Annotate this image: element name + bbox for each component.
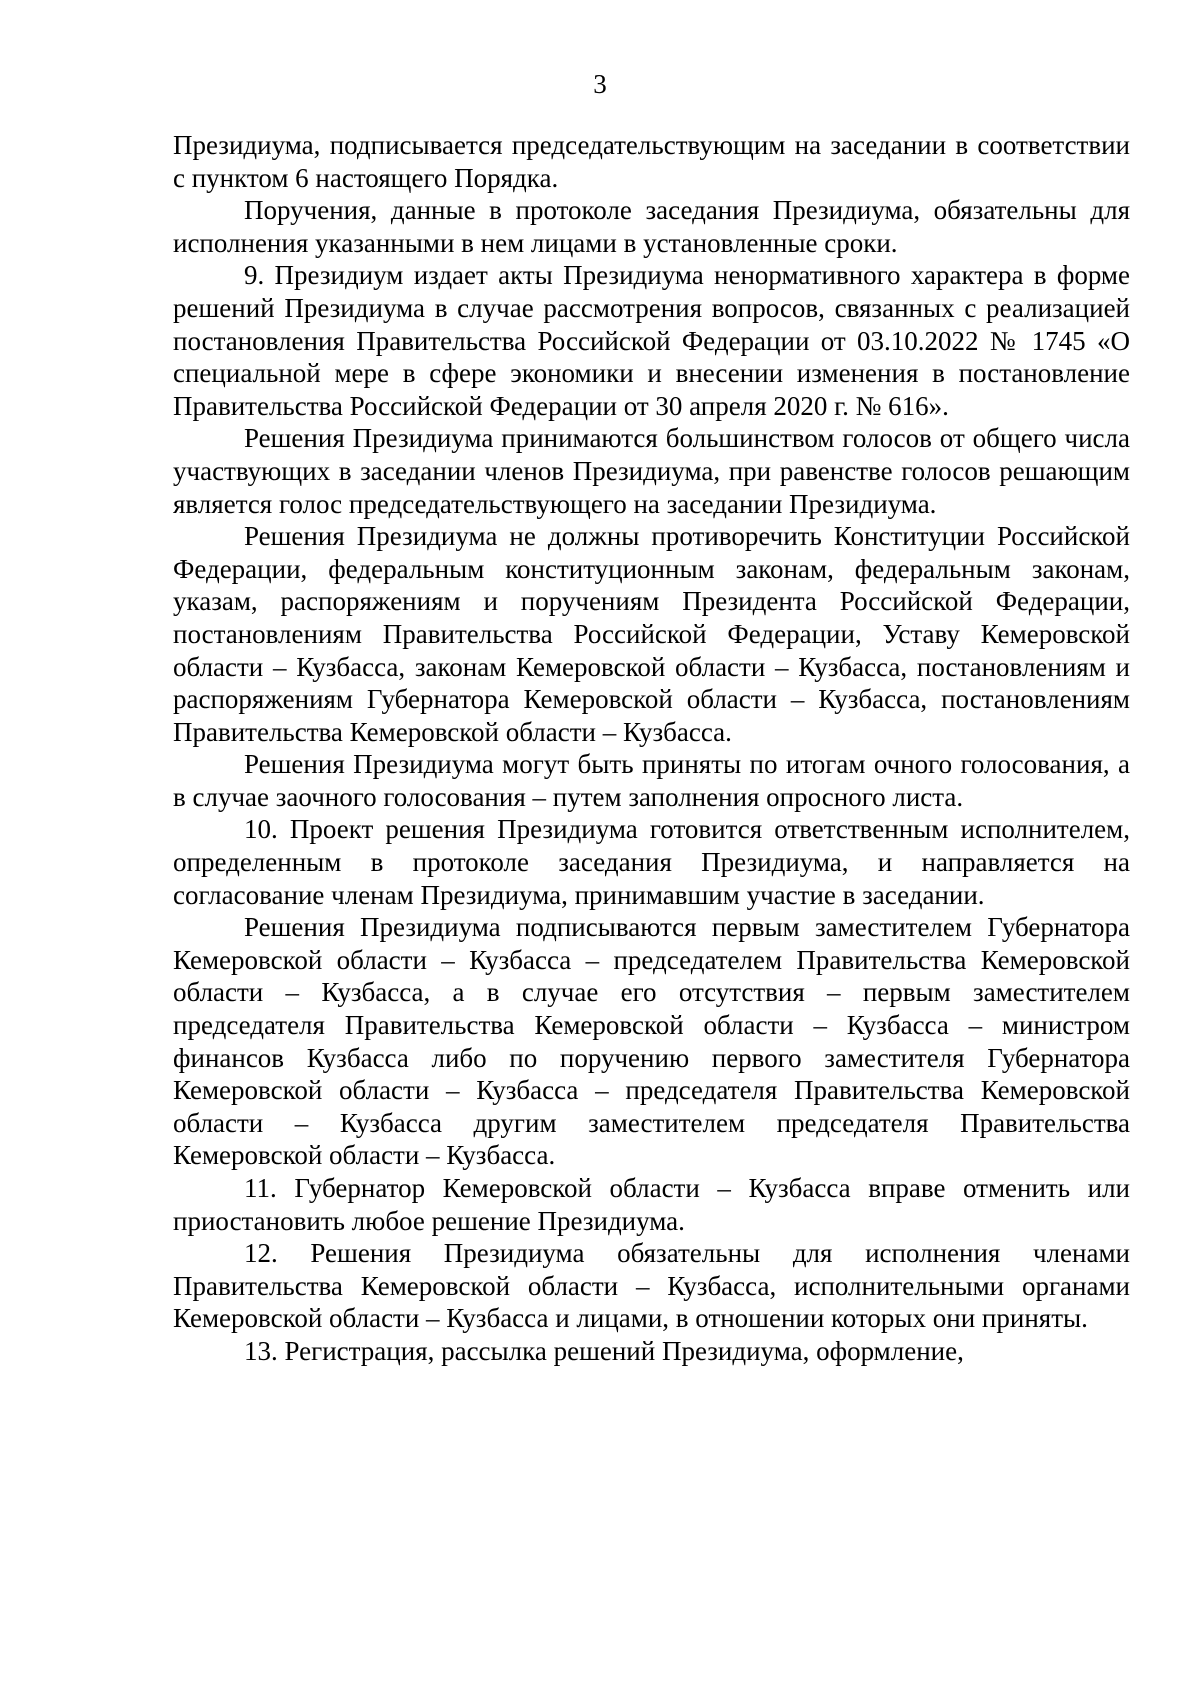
paragraph: 10. Проект решения Президиума готовится ответственным исполнителем, определенным в протоколе заседания Президиума, и направляется на согласование членам Президиума, принимавшим участие в заседании. <box>173 814 1130 910</box>
paragraph: Поручения, данные в протоколе заседания Президиума, обязательны для исполнения указанными в нем лицами в установленные сроки. <box>173 195 1130 258</box>
paragraph: Президиума, подписывается председательствующим на заседании в соответствии с пунктом 6 настоящего Порядка. <box>173 130 1130 193</box>
paragraph: 9. Президиум издает акты Президиума ненормативного характера в форме решений Президиума в случае рассмотрения вопросов, связанных с реализацией постановления Правительства Российской Федерации от 03.10.2022 № 1745 «О специальной мере в сфере экономики и внесении изменения в постановление Правительства Российской Федерации от 30 апреля 2020 г. № 616». <box>173 260 1130 421</box>
paragraph: 11. Губернатор Кемеровской области – Кузбасса вправе отменить или приостановить любое решение Президиума. <box>173 1173 1130 1236</box>
paragraph: Решения Президиума могут быть приняты по итогам очного голосования, а в случае заочного голосования – путем заполнения опросного листа. <box>173 749 1130 812</box>
document-body <box>173 129 1130 1368</box>
paragraph: Решения Президиума принимаются большинством голосов от общего числа участвующих в заседании членов Президиума, при равенстве голосов решающим является голос председательствующего на заседании Президиума. <box>173 423 1130 519</box>
paragraph: Решения Президиума не должны противоречить Конституции Российской Федерации, федеральным конституционным законам, федеральным законам, указам, распоряжениям и поручениям Президента Российской Федерации, постановлениям Правительства Российской Федерации, Уставу Кемеровской области – Кузбасса, законам Кемеровской области – Кузбасса, постановлениям и распоряжениям Губернатора Кемеровской области – Кузбасса, постановлениям Правительства Кемеровской области – Кузбасса. <box>173 521 1130 747</box>
paragraph: 13. Регистрация, рассылка решений Президиума, оформление, <box>244 1335 964 1366</box>
paragraph: Решения Президиума подписываются первым заместителем Губернатора Кемеровской области – Кузбасса – председателем Правительства Кемеровской области – Кузбасса, а в случае его отсутствия – первым заместителем председателя Правительства Кемеровской области – Кузбасса – министром финансов Кузбасса либо по поручению первого заместителя Губернатора Кемеровской области – Кузбасса – председателя Правительства Кемеровской области – Кузбасса другим заместителем председателя Правительства Кемеровской области – Кузбасса. <box>173 912 1130 1171</box>
page-number: 3 <box>593 69 607 99</box>
paragraph: 12. Решения Президиума обязательны для исполнения членами Правительства Кемеровской области – Кузбасса, исполнительными органами Кемеровской области – Кузбасса и лицами, в отношении которых они приняты. <box>173 1238 1130 1334</box>
